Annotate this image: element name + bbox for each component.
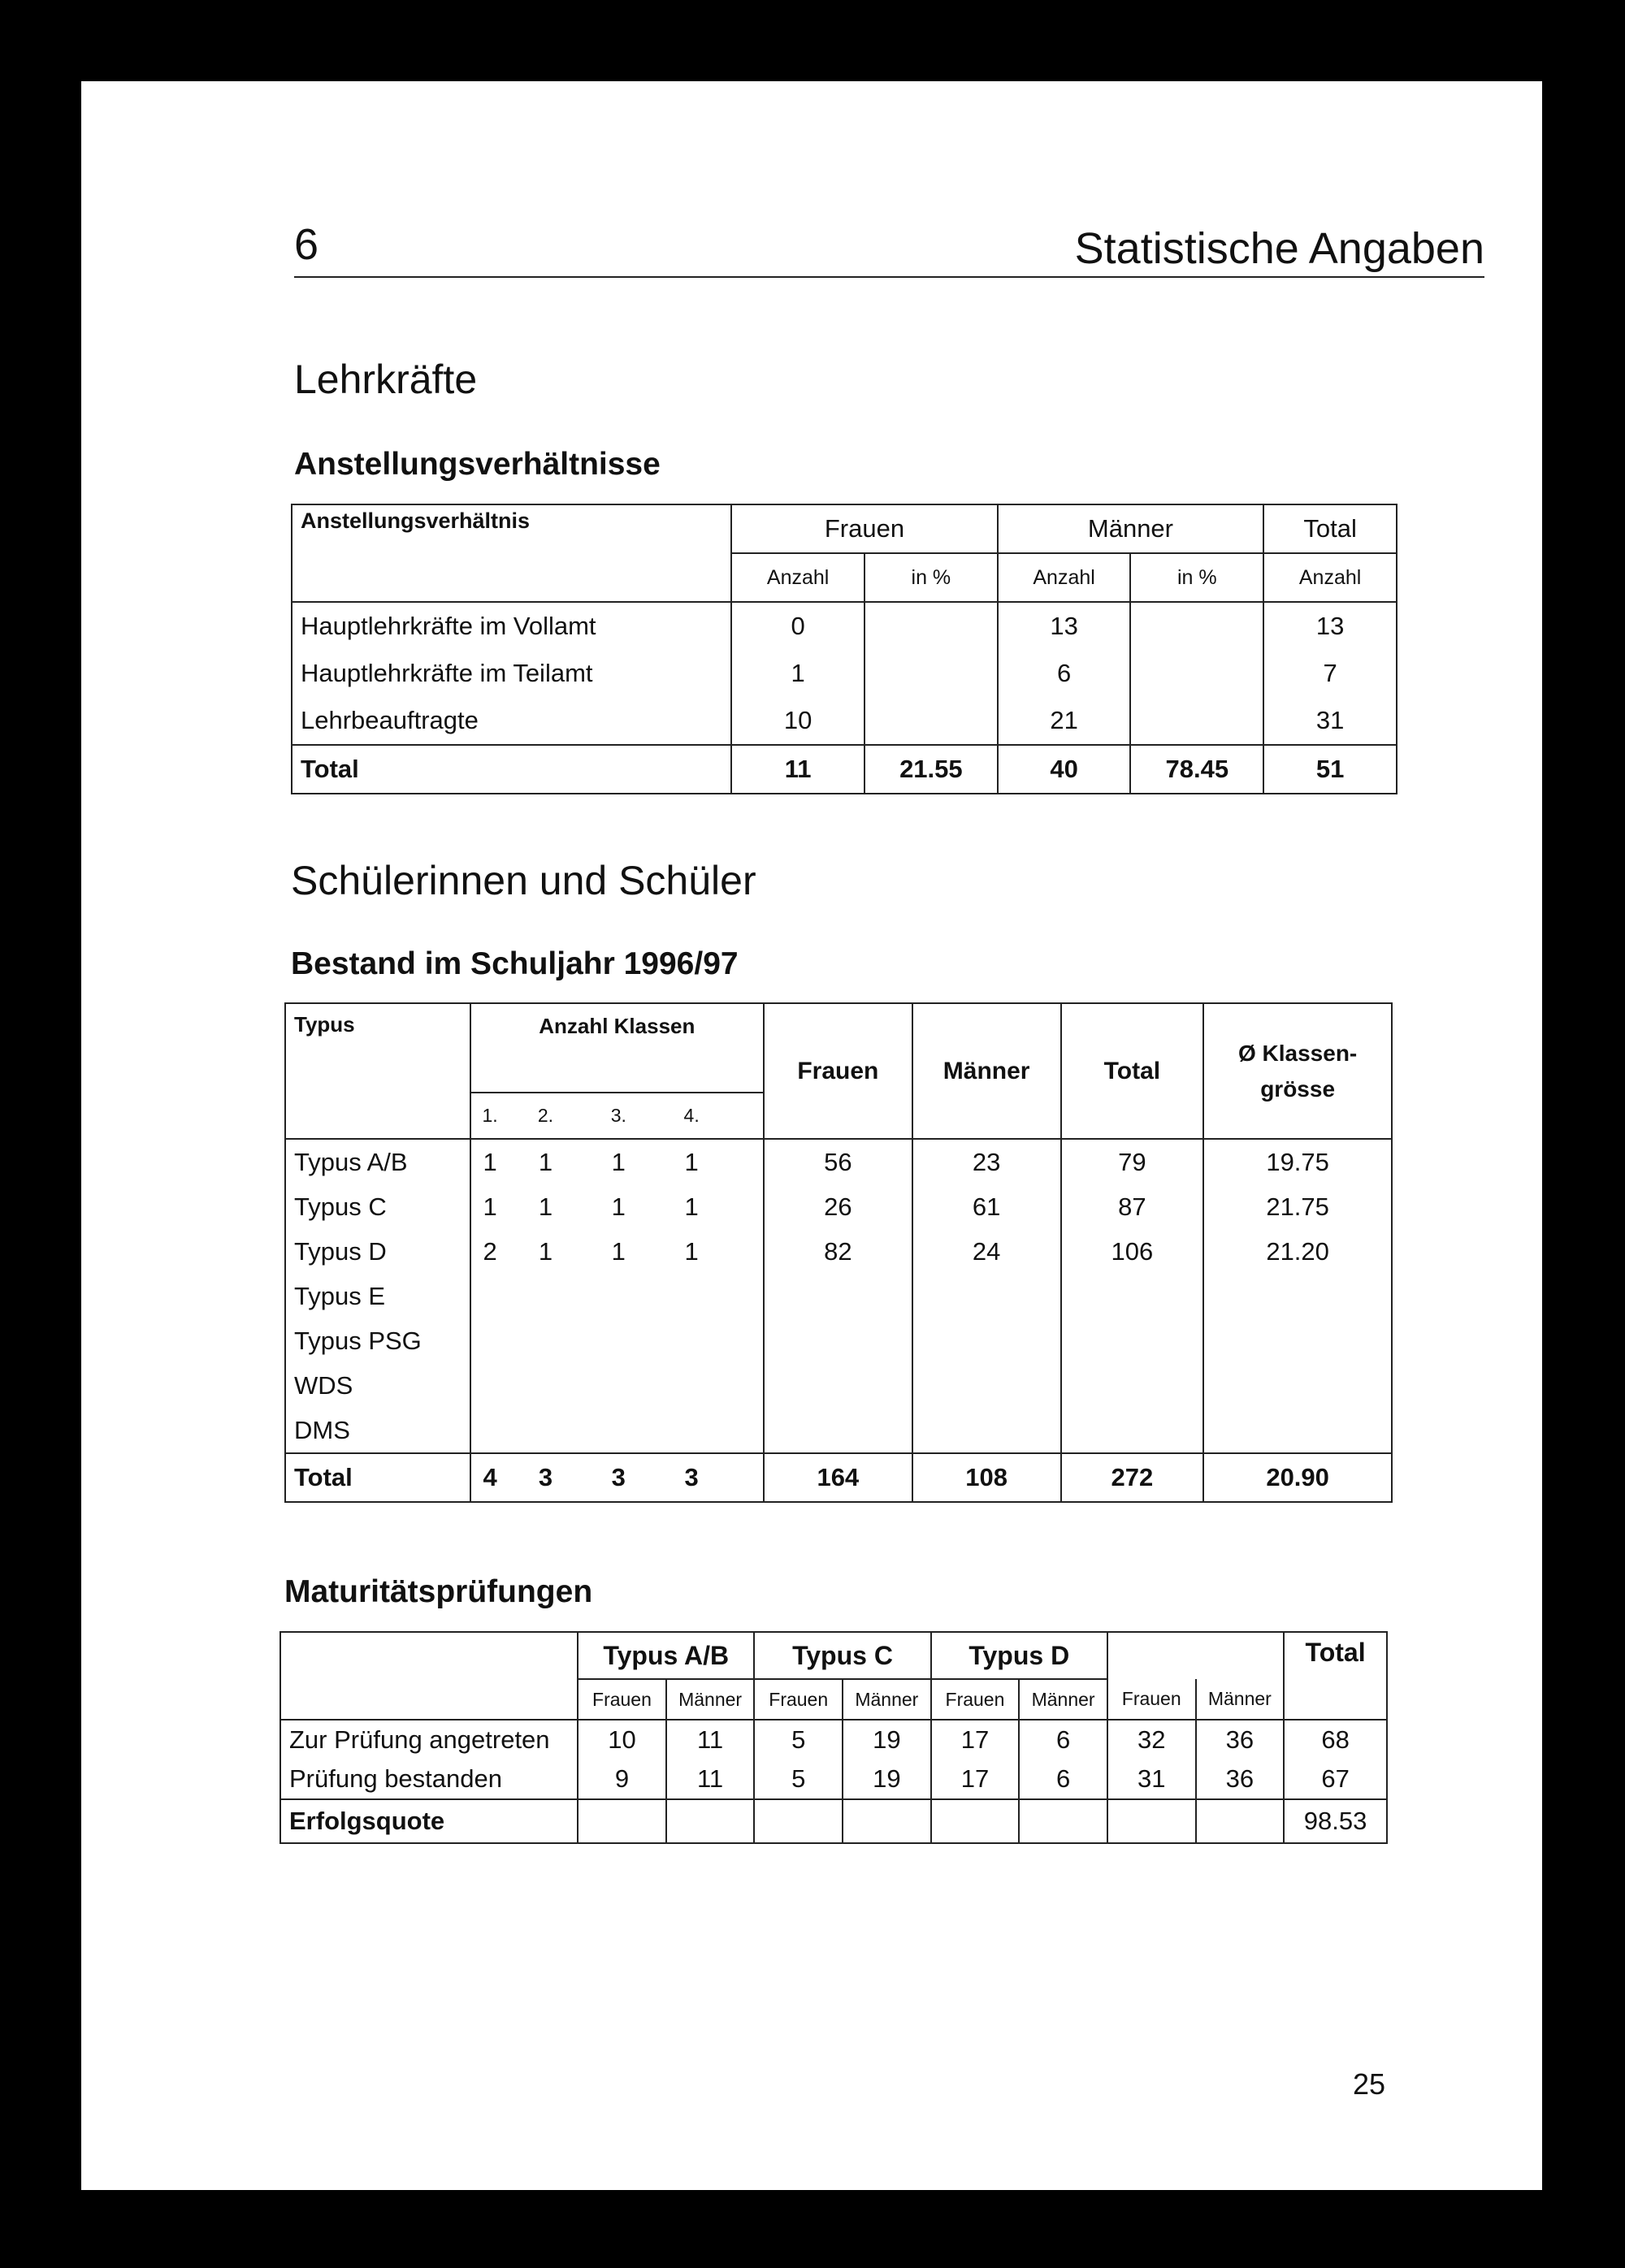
cell-frauen-pct: 21.55 — [864, 745, 998, 794]
cell-frauen: 26 — [764, 1184, 912, 1229]
table-row — [285, 1139, 1392, 1184]
cell-value: 36 — [1196, 1720, 1285, 1759]
cell-maenner-anzahl: 40 — [998, 745, 1131, 794]
cell-maenner-pct — [1130, 602, 1263, 650]
header-typus: Typus — [285, 1003, 470, 1139]
subheader-frauen-pct: in % — [864, 553, 998, 602]
table-row — [285, 1184, 1392, 1229]
cell-k2 — [509, 1363, 583, 1408]
cell-total: 68 — [1284, 1720, 1387, 1759]
cell-k2: 1 — [538, 1236, 553, 1266]
subtitle-maturitaetspruefungen: Maturitätsprüfungen — [284, 1574, 593, 1609]
total-row — [285, 1453, 1392, 1502]
cell-value: 6 — [1019, 1759, 1107, 1799]
header-anstellungsverhaeltnis: Anstellungsverhältnis — [292, 504, 731, 602]
header-klassengroesse-line2: grösse — [1260, 1076, 1336, 1102]
cell-groesse — [1203, 1408, 1392, 1453]
cell-maenner: 23 — [912, 1139, 1061, 1184]
sub-maenner: Männer — [843, 1679, 931, 1720]
cell-frauen-anzahl: 10 — [731, 697, 864, 745]
header-anzahl-klassen: Anzahl Klassen — [470, 1003, 764, 1093]
cell-value: 6 — [1019, 1720, 1107, 1759]
document-page — [81, 81, 1542, 2190]
table-bestand — [284, 1002, 1393, 1503]
cell-total: 13 — [1263, 602, 1397, 650]
sub-frauen: Frauen — [1107, 1679, 1196, 1720]
cell-k4 — [655, 1363, 728, 1408]
cell-value: 10 — [578, 1720, 666, 1759]
sub-frauen: Frauen — [578, 1679, 666, 1720]
table-row — [285, 1274, 1392, 1318]
cell-total — [1061, 1318, 1204, 1363]
cell-frauen-pct — [864, 697, 998, 745]
cell-value: 19 — [843, 1720, 931, 1759]
row-label: Hauptlehrkräfte im Teilamt — [292, 650, 731, 697]
header-klassengroesse — [1203, 1003, 1392, 1139]
table-row — [285, 1363, 1392, 1408]
row-label: Prüfung bestanden — [280, 1759, 578, 1799]
group-blank — [1107, 1632, 1284, 1679]
table-row — [280, 1720, 1387, 1759]
cell-maenner-anzahl: 13 — [998, 602, 1131, 650]
cell-frauen: 82 — [764, 1229, 912, 1274]
cell-value: 11 — [666, 1720, 755, 1759]
cell-value: 19 — [843, 1759, 931, 1799]
cell-maenner — [912, 1318, 1061, 1363]
cell-typus: Total — [285, 1453, 470, 1502]
cell-typus: Typus D — [285, 1229, 470, 1274]
cell-k4: 3 — [684, 1463, 699, 1491]
subheader-maenner-anzahl: Anzahl — [998, 553, 1131, 602]
cell-maenner: 24 — [912, 1229, 1061, 1274]
chapter-title: Statistische Angaben — [1074, 224, 1484, 273]
table-maturitaetspruefungen — [280, 1631, 1388, 1844]
cell-k3 — [582, 1318, 655, 1363]
cell-frauen — [764, 1318, 912, 1363]
header-maenner: Männer — [912, 1003, 1061, 1139]
cell-total: 51 — [1263, 745, 1397, 794]
cell-k1 — [470, 1274, 509, 1318]
cell-k3: 3 — [611, 1463, 626, 1491]
cell-typus: DMS — [285, 1408, 470, 1453]
header-maenner: Männer — [998, 504, 1263, 553]
cell-frauen — [764, 1408, 912, 1453]
cell-total: 31 — [1263, 697, 1397, 745]
cell-value: 11 — [666, 1759, 755, 1799]
cell-typus: Typus PSG — [285, 1318, 470, 1363]
cell-typus: Typus A/B — [285, 1139, 470, 1184]
cell-frauen-pct — [864, 602, 998, 650]
quote-row — [280, 1799, 1387, 1843]
cell-frauen-anzahl: 1 — [731, 650, 864, 697]
cell-maenner-pct — [1130, 650, 1263, 697]
cell-k3 — [582, 1408, 655, 1453]
cell-k2 — [509, 1318, 583, 1363]
cell-k2: 1 — [538, 1192, 553, 1221]
row-label: Lehrbeauftragte — [292, 697, 731, 745]
cell-total: 272 — [1061, 1453, 1204, 1502]
total-row — [292, 745, 1397, 794]
cell-frauen — [764, 1363, 912, 1408]
cell-frauen: 56 — [764, 1139, 912, 1184]
cell-k4 — [655, 1408, 728, 1453]
cell-groesse: 20.90 — [1203, 1453, 1392, 1502]
table-row — [285, 1229, 1392, 1274]
cell-total: 7 — [1263, 650, 1397, 697]
cell-value: 36 — [1196, 1759, 1285, 1799]
cell-maenner: 108 — [912, 1453, 1061, 1502]
row-label: Total — [292, 745, 731, 794]
cell-frauen — [764, 1274, 912, 1318]
cell-maenner — [912, 1408, 1061, 1453]
cell-k3: 1 — [611, 1236, 626, 1266]
cell-maenner — [912, 1363, 1061, 1408]
chapter-rule — [294, 276, 1484, 278]
cell-frauen-anzahl: 11 — [731, 745, 864, 794]
cell-groesse: 19.75 — [1203, 1139, 1392, 1184]
sub-maenner: Männer — [1196, 1679, 1285, 1720]
header-total: Total — [1061, 1003, 1204, 1139]
cell-typus: Typus C — [285, 1184, 470, 1229]
group-typus-d: Typus D — [931, 1632, 1107, 1679]
cell-value: 31 — [1107, 1759, 1196, 1799]
cell-k3 — [582, 1363, 655, 1408]
cell-k3: 1 — [611, 1147, 626, 1176]
group-total: Total — [1284, 1632, 1387, 1720]
cell-k4: 1 — [684, 1147, 699, 1176]
cell-k4: 1 — [684, 1192, 699, 1221]
cell-value: 5 — [754, 1720, 843, 1759]
cell-maenner-anzahl: 21 — [998, 697, 1131, 745]
cell-k2 — [509, 1408, 583, 1453]
cell-groesse — [1203, 1274, 1392, 1318]
klasse-label-3: 3. — [610, 1105, 626, 1126]
page-number: 25 — [1353, 2067, 1386, 2101]
cell-total — [1061, 1274, 1204, 1318]
cell-typus: WDS — [285, 1363, 470, 1408]
cell-value: 32 — [1107, 1720, 1196, 1759]
cell-k3 — [582, 1274, 655, 1318]
section-title-lehrkraefte: Lehrkräfte — [294, 357, 478, 402]
sub-maenner: Männer — [1019, 1679, 1107, 1720]
cell-k4: 1 — [684, 1236, 699, 1266]
cell-total: 79 — [1061, 1139, 1204, 1184]
header-klassengroesse-line1: Ø Klassen- — [1237, 1040, 1358, 1066]
table-anstellungsverhaeltnisse — [291, 504, 1398, 794]
table-row — [280, 1759, 1387, 1799]
cell-value: 9 — [578, 1759, 666, 1799]
section-title-schueler: Schülerinnen und Schüler — [291, 858, 756, 903]
klasse-label-1: 1. — [470, 1093, 509, 1139]
cell-total: 87 — [1061, 1184, 1204, 1229]
cell-k2 — [509, 1274, 583, 1318]
sub-maenner: Männer — [666, 1679, 755, 1720]
sub-frauen: Frauen — [754, 1679, 843, 1720]
cell-k1 — [470, 1318, 509, 1363]
cell-groesse — [1203, 1363, 1392, 1408]
cell-total — [1061, 1408, 1204, 1453]
cell-k3: 1 — [611, 1192, 626, 1221]
cell-total: 67 — [1284, 1759, 1387, 1799]
cell-value: 17 — [931, 1759, 1020, 1799]
sub-frauen: Frauen — [931, 1679, 1020, 1720]
cell-groesse: 21.75 — [1203, 1184, 1392, 1229]
cell-maenner — [912, 1274, 1061, 1318]
cell-value: 5 — [754, 1759, 843, 1799]
cell-maenner-pct: 78.45 — [1130, 745, 1263, 794]
subheader-frauen-anzahl: Anzahl — [731, 553, 864, 602]
cell-groesse: 21.20 — [1203, 1229, 1392, 1274]
row-label: Erfolgsquote — [280, 1799, 578, 1843]
cell-k2: 3 — [538, 1463, 553, 1491]
table-row — [292, 650, 1397, 697]
table-row — [285, 1408, 1392, 1453]
cell-frauen: 164 — [764, 1453, 912, 1502]
cell-total: 98.53 — [1284, 1799, 1387, 1843]
chapter-number: 6 — [294, 220, 319, 269]
subheader-total-anzahl: Anzahl — [1263, 553, 1397, 602]
header-frauen: Frauen — [764, 1003, 912, 1139]
klasse-label-2: 2. — [537, 1105, 554, 1126]
cell-value: 17 — [931, 1720, 1020, 1759]
cell-groesse — [1203, 1318, 1392, 1363]
table-row — [285, 1318, 1392, 1363]
cell-k4 — [655, 1318, 728, 1363]
cell-k1: 1 — [470, 1184, 509, 1229]
subheader-maenner-pct: in % — [1130, 553, 1263, 602]
cell-maenner-pct — [1130, 697, 1263, 745]
cell-k1: 1 — [470, 1139, 509, 1184]
table-row — [292, 602, 1397, 650]
cell-k2: 1 — [538, 1147, 553, 1176]
header-frauen: Frauen — [731, 504, 997, 553]
row-label: Hauptlehrkräfte im Vollamt — [292, 602, 731, 650]
cell-total: 106 — [1061, 1229, 1204, 1274]
header-total: Total — [1263, 504, 1397, 553]
subtitle-anstellungsverhaeltnisse: Anstellungsverhältnisse — [294, 447, 661, 482]
row-label: Zur Prüfung angetreten — [280, 1720, 578, 1759]
group-typus-ab: Typus A/B — [578, 1632, 754, 1679]
cell-k1 — [470, 1363, 509, 1408]
klasse-label-4: 4. — [683, 1105, 700, 1126]
cell-maenner: 61 — [912, 1184, 1061, 1229]
cell-k1 — [470, 1408, 509, 1453]
cell-k1: 2 — [470, 1229, 509, 1274]
cell-k1: 4 — [470, 1453, 509, 1502]
cell-frauen-anzahl: 0 — [731, 602, 864, 650]
table-row — [292, 697, 1397, 745]
cell-frauen-pct — [864, 650, 998, 697]
cell-total — [1061, 1363, 1204, 1408]
cell-maenner-anzahl: 6 — [998, 650, 1131, 697]
subtitle-bestand: Bestand im Schuljahr 1996/97 — [291, 946, 739, 981]
group-typus-c: Typus C — [754, 1632, 930, 1679]
cell-k4 — [655, 1274, 728, 1318]
cell-typus: Typus E — [285, 1274, 470, 1318]
